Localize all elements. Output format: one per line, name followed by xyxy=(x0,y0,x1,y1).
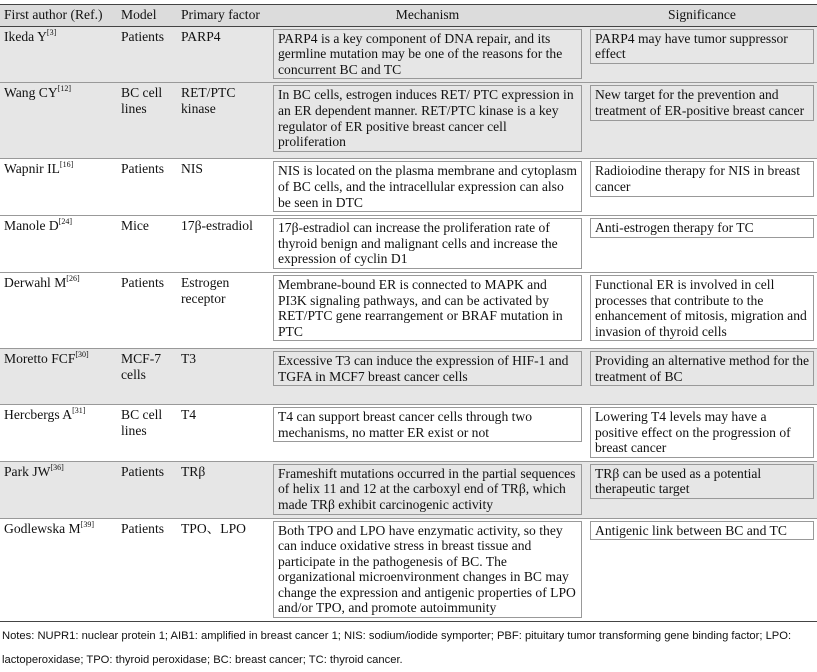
literature-table xyxy=(0,4,817,622)
mechanism-text: In BC cells, estrogen induces RET/ PTC expression in an ER dependent manner. RET/PTC kinase is a key regulator of ER positive breast cancer cell proliferation xyxy=(273,85,582,151)
significance-cell xyxy=(585,83,817,159)
mechanism-text: Membrane-bound ER is connected to MAPK and PI3K signaling pathways, and can be activated by RET/PTC gene rearrangement or BRAF mutation in PTC xyxy=(273,275,582,341)
significance-text: Antigenic link between BC and TC xyxy=(590,521,814,541)
significance-cell xyxy=(585,348,817,404)
author-cell xyxy=(0,159,117,216)
reference-number: [30] xyxy=(75,349,89,359)
table-row xyxy=(0,461,817,518)
author-name: Derwahl M xyxy=(4,274,67,290)
mechanism-text: NIS is located on the plasma membrane and cytoplasm of BC cells, and the intracellular expression can also be seen in DTC xyxy=(273,161,582,212)
factor-cell: TPO、LPO xyxy=(177,518,268,622)
table-row xyxy=(0,83,817,159)
author-cell xyxy=(0,83,117,159)
mechanism-cell xyxy=(268,518,585,622)
table-row xyxy=(0,216,817,273)
mechanism-text: T4 can support breast cancer cells through two mechanisms, no matter ER exist or not xyxy=(273,407,582,442)
table-row xyxy=(0,404,817,461)
factor-cell: Estrogen receptor xyxy=(177,272,268,348)
significance-text: PARP4 may have tumor suppressor effect xyxy=(590,29,814,64)
table-body xyxy=(0,26,817,621)
table-row xyxy=(0,159,817,216)
model-cell: Patients xyxy=(117,461,177,518)
author-cell xyxy=(0,348,117,404)
model-cell: Patients xyxy=(117,272,177,348)
significance-text: Lowering T4 levels may have a positive effect on the progression of breast cancer xyxy=(590,407,814,458)
mechanism-cell xyxy=(268,216,585,273)
header-model: Model xyxy=(117,5,177,27)
reference-number: [24] xyxy=(58,217,73,227)
author-name: Wang CY xyxy=(4,85,58,101)
significance-text: Providing an alternative method for the treatment of BC xyxy=(590,351,814,386)
reference-number: [16] xyxy=(59,160,74,170)
table-row xyxy=(0,348,817,404)
mechanism-cell xyxy=(268,461,585,518)
mechanism-text: Frameshift mutations occurred in the partial sequences of helix 11 and 12 at the carboxyl end of TRβ, which made TRβ exhibit carcinogenic activity xyxy=(273,464,582,515)
reference-number: [39] xyxy=(80,519,94,529)
table-row xyxy=(0,518,817,622)
model-cell: MCF-7 cells xyxy=(117,348,177,404)
reference-number: [3] xyxy=(46,27,57,37)
significance-cell xyxy=(585,404,817,461)
author-cell xyxy=(0,404,117,461)
significance-text: TRβ can be used as a potential therapeutic target xyxy=(590,464,814,499)
author-name: Ikeda Y xyxy=(4,28,47,44)
mechanism-text: 17β-estradiol can increase the proliferation rate of thyroid benign and malignant cells and increase the expression of cyclin D1 xyxy=(273,218,582,269)
header-row xyxy=(0,5,817,27)
factor-cell: RET/PTC kinase xyxy=(177,83,268,159)
mechanism-cell xyxy=(268,272,585,348)
table-row xyxy=(0,26,817,83)
factor-cell: T3 xyxy=(177,348,268,404)
mechanism-text: PARP4 is a key component of DNA repair, and its germline mutation may be one of the reasons for the concurrent BC and TC xyxy=(273,29,582,80)
table-notes: Notes: NUPR1: nuclear protein 1; AIB1: amplified in breast cancer 1; NIS: sodium/iodide symporter; PBF: pituitary tumor transforming gene binding factor; LPO: lactoperoxidase; TPO: thyroid peroxidase; BC: breast cancer; TC: thyroid cancer. xyxy=(2,630,792,666)
significance-cell xyxy=(585,216,817,273)
author-cell xyxy=(0,518,117,622)
table-header xyxy=(0,5,817,27)
author-name: Moretto FCF xyxy=(4,350,76,366)
reference-number: [12] xyxy=(57,84,71,94)
factor-cell: T4 xyxy=(177,404,268,461)
significance-text: Functional ER is involved in cell processes that contribute to the enhancement of mitosis, migration and invasion of thyroid cells xyxy=(590,275,814,341)
mechanism-cell xyxy=(268,348,585,404)
model-cell: BC cell lines xyxy=(117,404,177,461)
significance-cell xyxy=(585,461,817,518)
author-name: Manole D xyxy=(4,218,59,234)
author-name: Wapnir IL xyxy=(4,161,60,177)
significance-text: Radioiodine therapy for NIS in breast cancer xyxy=(590,161,814,196)
table-row xyxy=(0,272,817,348)
significance-text: Anti-estrogen therapy for TC xyxy=(590,218,814,238)
mechanism-text: Both TPO and LPO have enzymatic activity, so they can induce oxidative stress in breast tissue and participate in the pathogenesis of BC. The organizational microenvironment changes in BC may change the expression and antigenic properties of LPO and/or TPO, and promote autoimmunity xyxy=(273,521,582,619)
model-cell: BC cell lines xyxy=(117,83,177,159)
mechanism-cell xyxy=(268,404,585,461)
header-factor: Primary factor xyxy=(177,5,268,27)
significance-cell xyxy=(585,272,817,348)
author-cell xyxy=(0,461,117,518)
author-name: Hercbergs A xyxy=(4,406,73,422)
factor-cell: 17β-estradiol xyxy=(177,216,268,273)
mechanism-text: Excessive T3 can induce the expression of HIF-1 and TGFA in MCF7 breast cancer cells xyxy=(273,351,582,386)
significance-cell xyxy=(585,518,817,622)
factor-cell: TRβ xyxy=(177,461,268,518)
model-cell: Patients xyxy=(117,518,177,622)
significance-text: New target for the prevention and treatment of ER-positive breast cancer xyxy=(590,85,814,120)
reference-number: [31] xyxy=(72,405,86,415)
author-cell xyxy=(0,272,117,348)
model-cell: Patients xyxy=(117,26,177,83)
reference-number: [26] xyxy=(66,273,80,283)
mechanism-cell xyxy=(268,159,585,216)
significance-cell xyxy=(585,26,817,83)
model-cell: Patients xyxy=(117,159,177,216)
mechanism-cell xyxy=(268,83,585,159)
author-cell xyxy=(0,216,117,273)
significance-cell xyxy=(585,159,817,216)
header-significance: Significance xyxy=(585,5,817,27)
factor-cell: PARP4 xyxy=(177,26,268,83)
model-cell: Mice xyxy=(117,216,177,273)
header-author: First author (Ref.) xyxy=(0,5,117,27)
factor-cell: NIS xyxy=(177,159,268,216)
author-cell xyxy=(0,26,117,83)
author-name: Godlewska M xyxy=(4,520,81,536)
header-mechanism: Mechanism xyxy=(268,5,585,27)
author-name: Park JW xyxy=(4,463,51,479)
mechanism-cell xyxy=(268,26,585,83)
reference-number: [36] xyxy=(50,462,64,472)
